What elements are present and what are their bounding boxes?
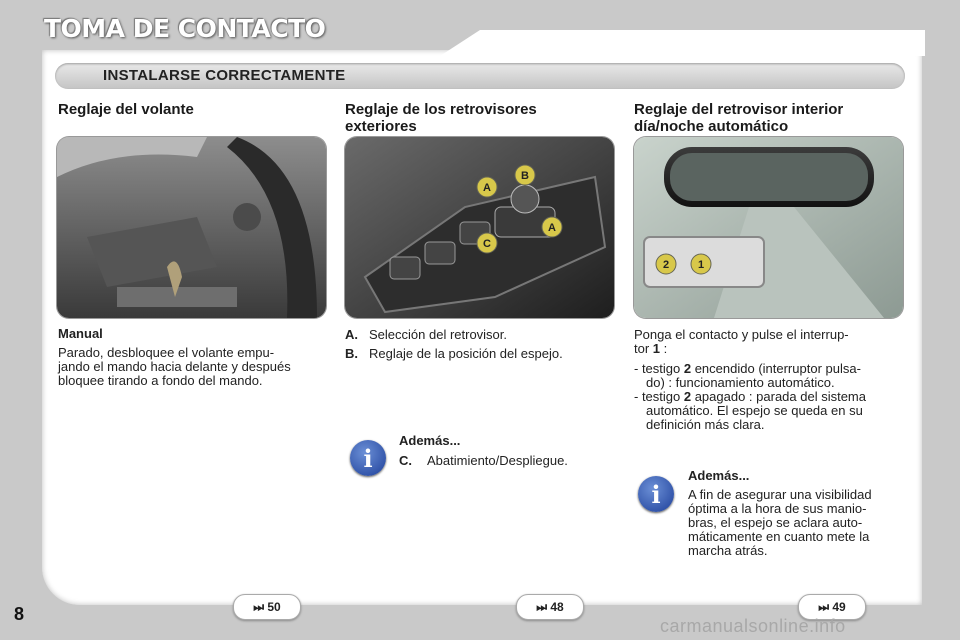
bullet-1-line-2: do) : funcionamiento automático. <box>646 375 835 390</box>
interior-intro-1: Ponga el contacto y pulse el interrup- <box>634 327 849 342</box>
bullet-1 <box>634 362 904 376</box>
heading-interior-mirror <box>634 101 843 135</box>
steering-line-3: bloquee tirando a fondo del mando. <box>58 373 263 388</box>
heading-interior-line1: Reglaje del retrovisor interior <box>634 101 844 118</box>
item-a <box>345 328 613 342</box>
bullet-1-pre: - testigo <box>634 361 684 376</box>
exterior-mirror-text <box>345 328 613 361</box>
item-b-text: Reglaje de la posición del espejo. <box>369 346 563 361</box>
info-icon <box>350 440 386 476</box>
bullet-2-line-2: automático. El espejo se queda en su <box>646 403 863 418</box>
heading-steering <box>58 101 194 118</box>
interior-ademas-title: Además... <box>688 468 750 483</box>
item-c <box>399 454 614 468</box>
bullet-2-pre: - testigo <box>634 389 684 404</box>
section-banner <box>55 63 905 89</box>
steering-text <box>58 327 326 388</box>
interior-ademas-line-3: bras, el espejo se aclara auto- <box>688 515 863 530</box>
ref-link-50[interactable]: ⏭ 50 <box>233 594 301 620</box>
interior-mirror-illustration <box>634 137 903 318</box>
interior-ademas-line-4: máticamente en cuanto mete la <box>688 529 870 544</box>
callout-a2: A <box>548 222 556 234</box>
heading-steering-line1: Reglaje del volante <box>58 101 194 118</box>
interior-mirror-photo <box>634 137 903 318</box>
item-a-text: Selección del retrovisor. <box>369 327 508 342</box>
heading-exterior-line2: exteriores <box>345 118 417 135</box>
door-controls-photo <box>345 137 614 318</box>
interior-ademas-line-1: A fin de asegurar una visibilidad <box>688 487 872 502</box>
heading-exterior-line1: Reglaje de los retrovisores <box>345 101 537 118</box>
item-a-letter: A. <box>345 327 358 342</box>
bullet-2-bold: 2 <box>683 389 692 404</box>
page-number: 8 <box>14 604 25 624</box>
interior-ademas <box>688 469 904 558</box>
item-b <box>345 347 613 361</box>
callout-2: 2 <box>662 259 670 271</box>
section-title: INSTALARSE CORRECTAMENTE <box>103 67 346 84</box>
bullet-1-post: encendido (interruptor pulsa- <box>691 361 861 376</box>
steering-illustration <box>57 137 326 318</box>
intro-post: : <box>660 341 668 356</box>
steering-photo <box>57 137 326 318</box>
interior-ademas-line-2: óptima a la hora de sus manio- <box>688 501 867 516</box>
item-c-letter: C. <box>399 453 412 468</box>
callout-a1: A <box>483 182 491 194</box>
intro-pre: tor <box>634 341 653 356</box>
bullet-1-bold: 2 <box>683 361 692 376</box>
steering-line-1: Parado, desbloquee el volante empu- <box>58 345 275 360</box>
exterior-ademas-title: Además... <box>399 433 461 448</box>
door-controls-illustration <box>345 137 614 318</box>
page-title: TOMA DE CONTACTO <box>44 14 326 43</box>
bullet-2-line-3: definición más clara. <box>646 417 765 432</box>
item-b-letter: B. <box>345 346 358 361</box>
item-c-text: Abatimiento/Despliegue. <box>427 453 568 468</box>
info-icon <box>638 476 674 512</box>
ref-link-49[interactable]: ⏭ 49 <box>798 594 866 620</box>
intro-bold: 1 <box>652 341 661 356</box>
panel-tab <box>440 30 925 56</box>
info-icon-glyph: i <box>363 444 373 473</box>
callout-1: 1 <box>697 259 705 271</box>
heading-interior-line2: día/noche automático <box>634 118 789 135</box>
heading-exterior-mirrors <box>345 101 537 135</box>
bullet-2-post: apagado : parada del sistema <box>691 389 866 404</box>
interior-intro-2 <box>634 342 904 356</box>
callout-b: B <box>521 170 529 182</box>
interior-mirror-text <box>634 328 904 432</box>
bullet-2 <box>634 390 904 404</box>
steering-subtitle: Manual <box>58 326 103 341</box>
callout-c: C <box>483 238 491 250</box>
watermark: carmanualsonline.info <box>660 616 846 636</box>
steering-line-2: jando el mando hacia delante y después <box>58 359 291 374</box>
exterior-ademas <box>399 434 614 468</box>
interior-ademas-line-5: marcha atrás. <box>688 543 768 558</box>
ref-link-48[interactable]: ⏭ 48 <box>516 594 584 620</box>
info-icon-glyph: i <box>651 480 661 509</box>
